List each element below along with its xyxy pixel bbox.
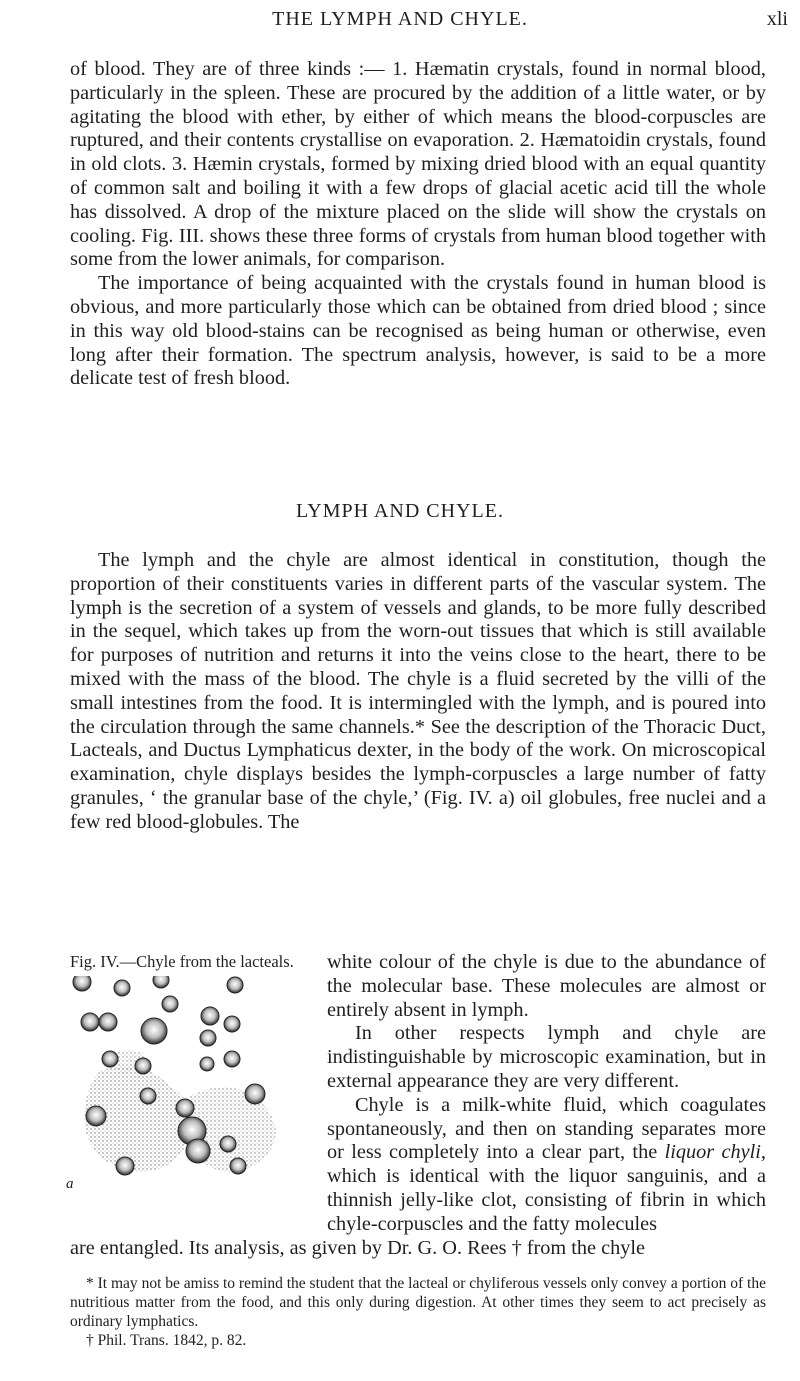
intro-paragraph-2: The importance of being acquainted with the crystals found in human blood is obvious, and more particularly those which can be obtained from dried blood ; since in this way old blood-stains can be recognised as being human or otherwise, even long after their formation. The spectrum analysis, however, is said to be a more delicate test of fresh blood. <box>70 272 766 390</box>
para3-text-a: Chyle is a milk-white fluid, which coagulates spontaneously, and then on standing separates more or less completely into a clear part, the <box>327 1093 766 1164</box>
para3-text-b: , which is identical with the liquor sanguinis, and a thinnish jelly-like clot, consisting of fibrin in which chyle-corpuscles and the fatty molecules <box>327 1141 766 1235</box>
footnote-1: * It may not be amiss to remind the student that the lacteal or chyliferous vessels only convey a portion of the nutritious matter from the food, and this only during digestion. At other times they seem to act precisely as ordinary lymphatics. <box>70 1275 766 1330</box>
wrapped-paragraph-2: In other respects lymph and chyle are indistinguishable by microscopic examination, but in external appearance they are very different. <box>327 1022 766 1092</box>
figure-caption: Fig. IV.—Chyle from the lacteals. <box>70 952 294 971</box>
tail-line: are entangled. Its analysis, as given by Dr. G. O. Rees † from the chyle <box>70 1237 646 1259</box>
running-head <box>0 6 800 32</box>
intro-paragraph-1: of blood. They are of three kinds :— 1. Hæmatin crystals, found in normal blood, particularly in the spleen. These are procured by the addition of a little water, or by agitating the blood with ether, by either of which means the blood-corpuscles are ruptured, and their contents crystallise on evaporation. 2. Hæmatoidin crystals, found in old clots. 3. Hæmin crystals, formed by mixing dried blood with an equal quantity of common salt and boiling it with a few drops of glacial acetic acid till the whole has dissolved. A drop of the mixture placed on the slide will show the crystals on cooling. Fig. III. shows these three forms of crystals from human blood together with some from the lower animals, for comparison. <box>70 58 766 271</box>
chyle-illustration <box>70 976 320 1191</box>
section-heading: LYMPH AND CHYLE. <box>296 500 504 522</box>
wrapped-text <box>327 951 766 1237</box>
running-title: THE LYMPH AND CHYLE. <box>272 8 528 30</box>
intro-text <box>70 58 766 391</box>
figure-label-a: a <box>66 1176 74 1192</box>
section-text <box>70 549 766 835</box>
figure-iv <box>66 952 320 1192</box>
section-paragraph-1: The lymph and the chyle are almost identical in constitution, though the proportion of their constituents varies in different parts of the vascular system. The lymph is the secretion of a system of vessels and glands, to be more fully described in the sequel, which takes up from the worn-out tissues that which is still available for purposes of nutrition and returns it into the veins close to the heart, there to be mixed with the mass of the blood. The chyle is a fluid secreted by the villi of the small intestines from the food. It is intermingled with the lymph, and is poured into the circulation through the same channels.* See the description of the Thoracic Duct, Lacteals, and Ductus Lymphaticus dexter, in the body of the work. On microscopical examination, chyle displays besides the lymph-corpuscles a large number of fatty granules, ‘ the granular base of the chyle,’ (Fig. IV. a) oil globules, free nuclei and a few red blood-globules. The <box>70 549 766 833</box>
para3-italic: liquor chyli <box>664 1141 761 1164</box>
footnotes <box>70 1274 766 1350</box>
page-number: xli <box>766 8 788 30</box>
wrapped-continuation: white colour of the chyle is due to the abundance of the molecular base. These molecules are almost or entirely absent in lymph. <box>327 951 766 1021</box>
wrapped-paragraph-3 <box>327 1094 766 1237</box>
footnote-2: † Phil. Trans. 1842, p. 82. <box>86 1332 247 1349</box>
